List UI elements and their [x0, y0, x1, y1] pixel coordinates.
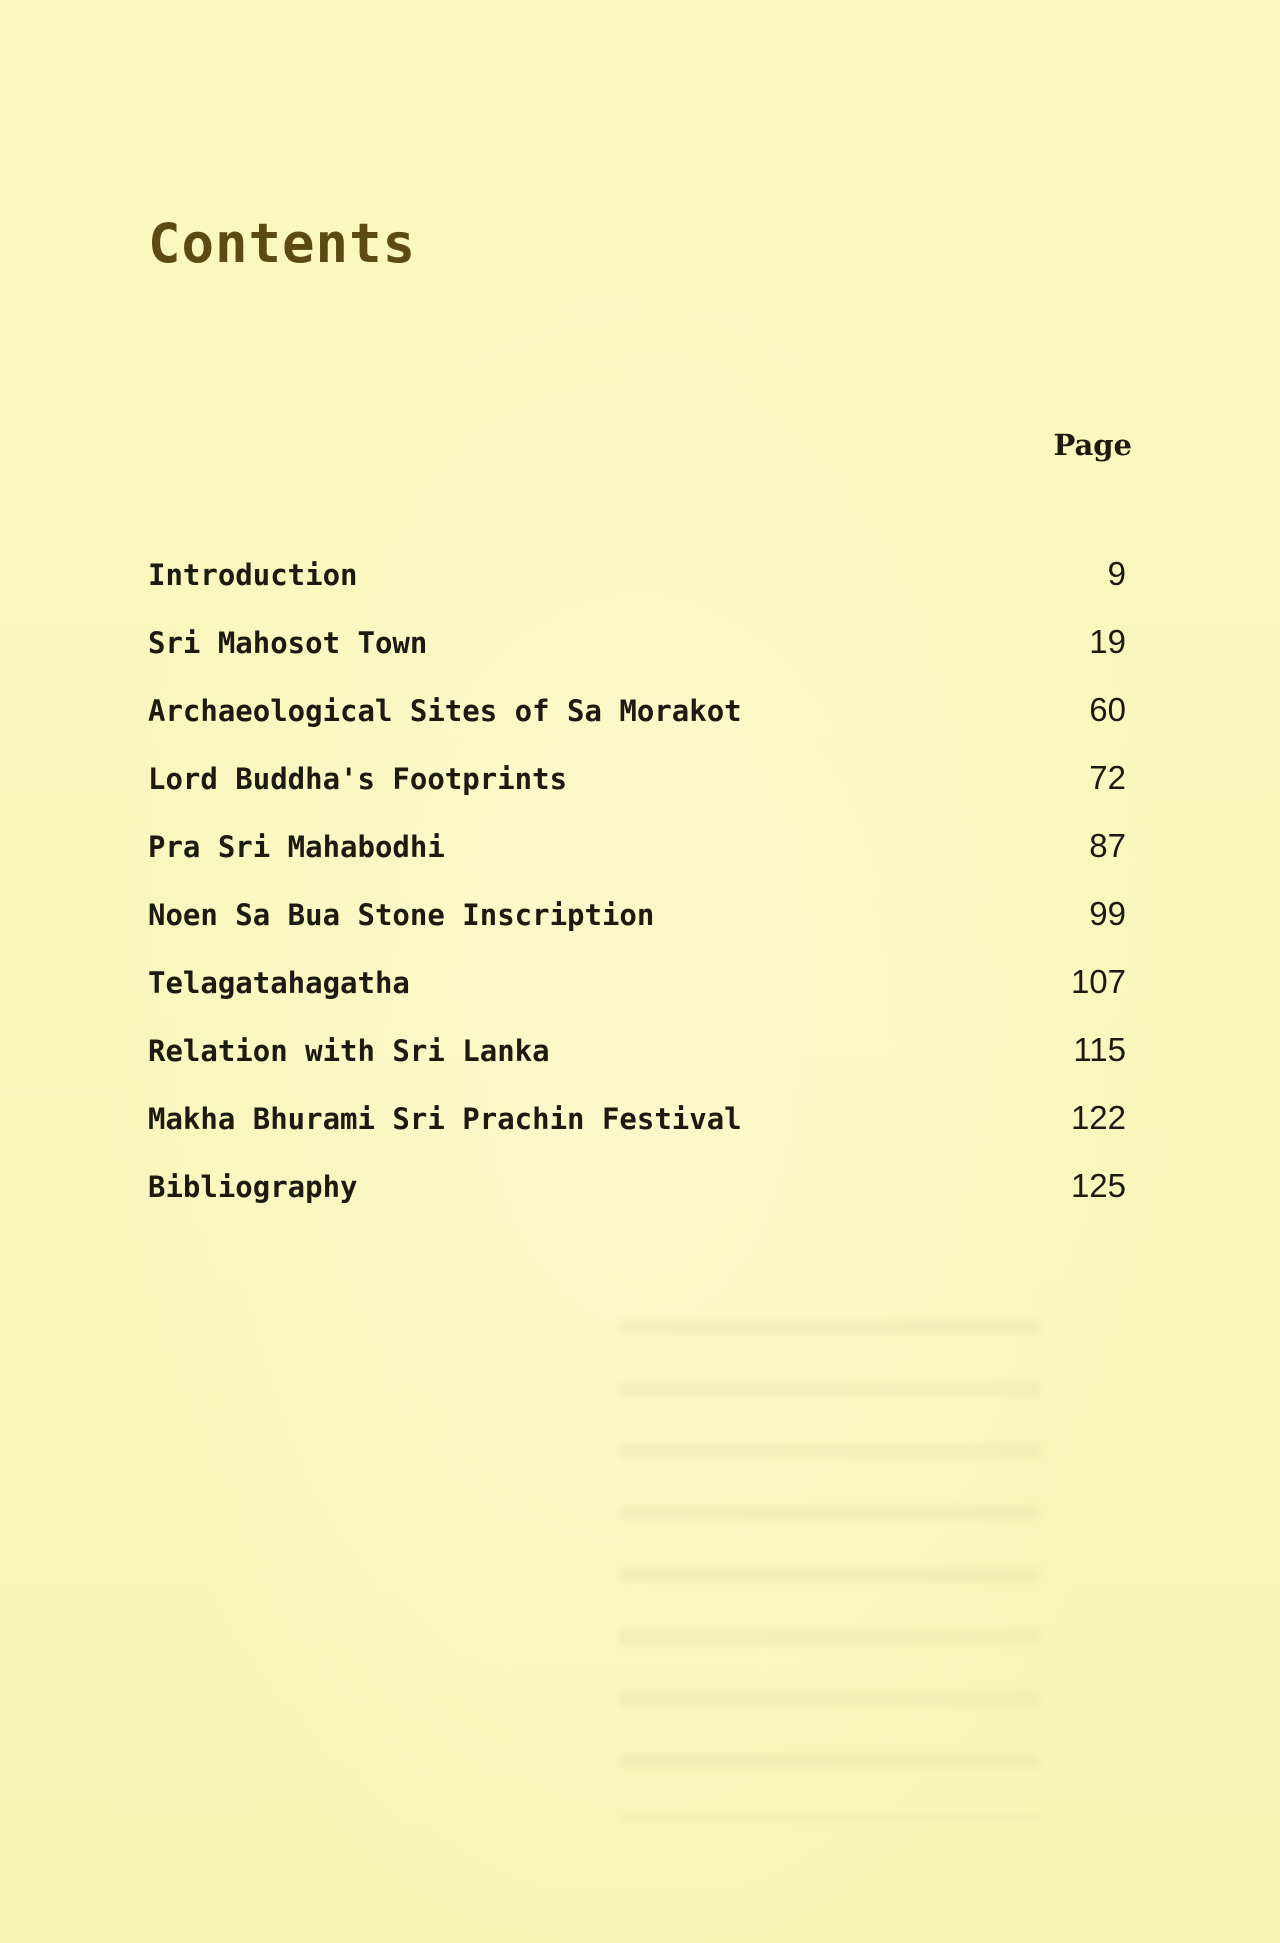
page-title: Contents [148, 212, 417, 275]
toc-entry-title: Introduction [148, 558, 358, 592]
toc-entry-lord-buddhas-footprints [148, 759, 1128, 827]
toc-entry-makha-bhurami-festival [148, 1099, 1128, 1167]
toc-entry-telagatahagatha [148, 963, 1128, 1031]
toc-entry-page-number: 19 [1089, 623, 1126, 660]
toc-entry-title: Archaeological Sites of Sa Morakot [148, 694, 742, 728]
toc-entry-title: Pra Sri Mahabodhi [148, 830, 445, 864]
toc-entry-sri-mahosot-town [148, 623, 1128, 691]
toc-entry-title: Noen Sa Bua Stone Inscription [148, 898, 655, 932]
toc-entry-page-number: 122 [1070, 1099, 1126, 1136]
toc-entry-title: Makha Bhurami Sri Prachin Festival [148, 1102, 742, 1136]
toc-entry-page-number: 9 [1107, 555, 1126, 592]
toc-entry-page-number: 107 [1070, 963, 1126, 1000]
toc-entry-pra-sri-mahabodhi [148, 827, 1128, 895]
toc-entry-page-number: 72 [1089, 759, 1126, 796]
toc-entry-title: Telagatahagatha [148, 966, 410, 1000]
toc-entry-introduction [148, 555, 1128, 623]
toc-entry-title: Sri Mahosot Town [148, 626, 428, 660]
reverse-side-bleed-through [620, 1320, 1040, 1820]
toc-entry-page-number: 115 [1073, 1031, 1126, 1068]
toc-entry-archaeological-sites [148, 691, 1128, 759]
toc-entry-title: Lord Buddha's Footprints [148, 762, 568, 796]
toc-entry-page-number: 60 [1089, 691, 1126, 728]
toc-entry-title: Bibliography [148, 1170, 358, 1204]
toc-entry-page-number: 99 [1089, 895, 1126, 932]
toc-entry-title: Relation with Sri Lanka [148, 1034, 550, 1068]
toc-entry-page-number: 125 [1070, 1167, 1126, 1204]
toc-entry-relation-with-sri-lanka [148, 1031, 1128, 1099]
toc-entry-bibliography [148, 1167, 1128, 1235]
table-of-contents [148, 555, 1128, 1235]
toc-entry-noen-sa-bua-stone-inscription [148, 895, 1128, 963]
toc-entry-page-number: 87 [1089, 827, 1126, 864]
page-column-header: Page [1053, 428, 1132, 462]
